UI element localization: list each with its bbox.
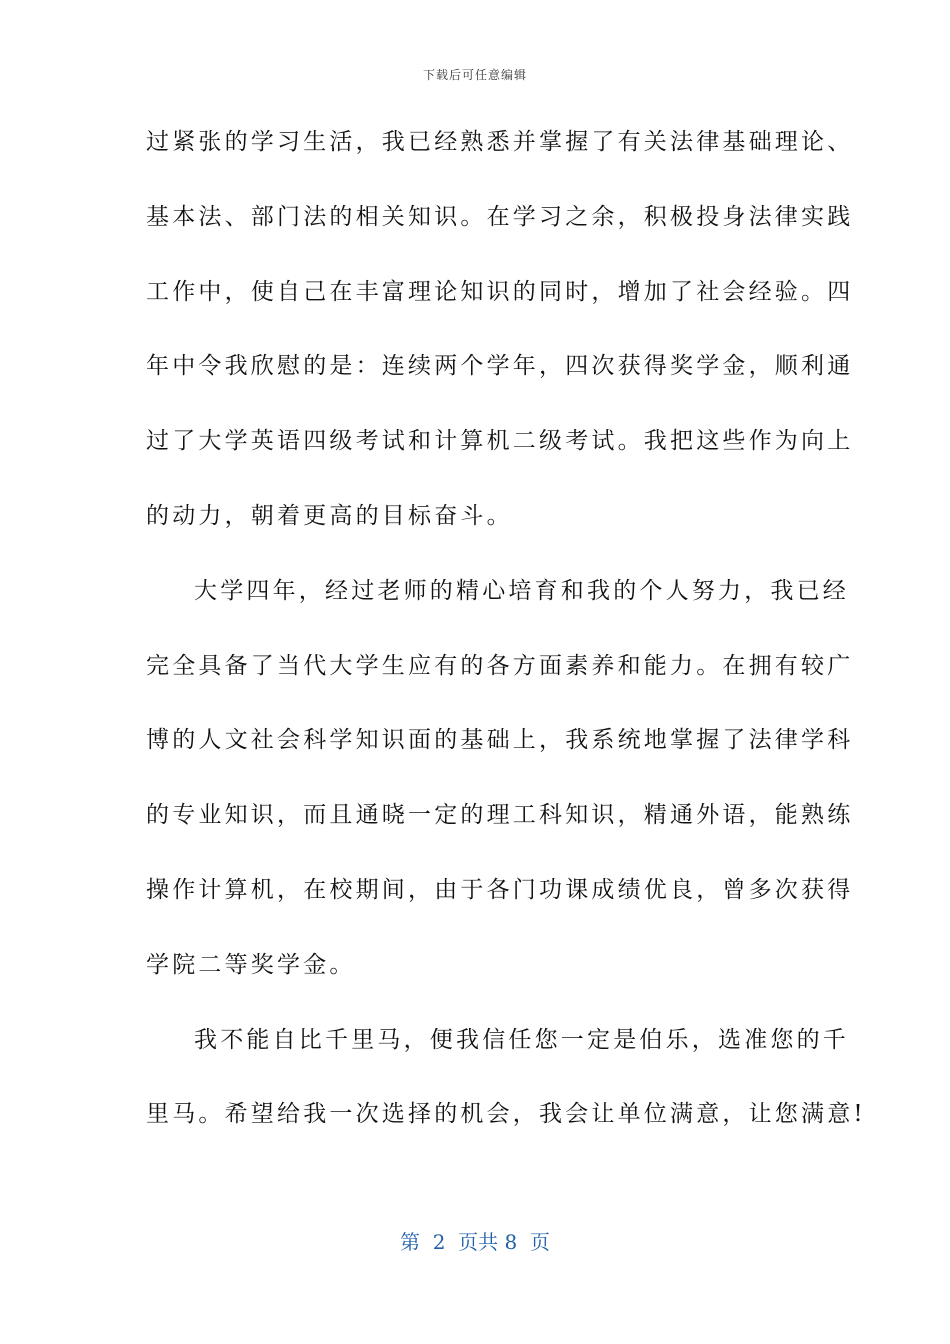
text-line: 的动力，朝着更高的目标奋斗。 — [146, 502, 513, 529]
text-line: 基本法、部门法的相关知识。在学习之余，积极投身法律实践 — [146, 203, 854, 230]
text-line: 操作计算机，在校期间，由于各门功课成绩优良，曾多次获得 — [146, 876, 854, 903]
text-line: 完全具备了当代大学生应有的各方面素养和能力。在拥有较广 — [146, 652, 854, 679]
text-line: 学院二等奖学金。 — [146, 951, 356, 978]
paragraph-first-line: 大学四年，经过老师的精心培育和我的个人努力，我已经 — [194, 577, 849, 604]
text-line: 过了大学英语四级考试和计算机二级考试。我把这些作为向上 — [146, 428, 854, 455]
text-line: 年中令我欣慰的是：连续两个学年，四次获得奖学金，顺利通 — [146, 353, 854, 380]
page-header: 下载后可任意编辑 — [422, 68, 527, 82]
text-line: 工作中，使自己在丰富理论知识的同时，增加了社会经验。四 — [146, 278, 854, 305]
text-line: 过紧张的学习生活，我已经熟悉并掌握了有关法律基础理论、 — [146, 129, 854, 155]
page-number-footer: 第 2 页共 8 页 — [400, 1230, 550, 1254]
document-body — [146, 126, 866, 1173]
paragraph-first-line: 我不能自比千里马，便我信任您一定是伯乐，选准您的千 — [194, 1026, 849, 1053]
text-line: 里马。希望给我一次选择的机会，我会让单位满意，让您满意! — [146, 1101, 866, 1128]
text-line: 的专业知识，而且通晓一定的理工科知识，精通外语，能熟练 — [146, 802, 854, 829]
text-line: 博的人文社会科学知识面的基础上，我系统地掌握了法律学科 — [146, 727, 854, 754]
